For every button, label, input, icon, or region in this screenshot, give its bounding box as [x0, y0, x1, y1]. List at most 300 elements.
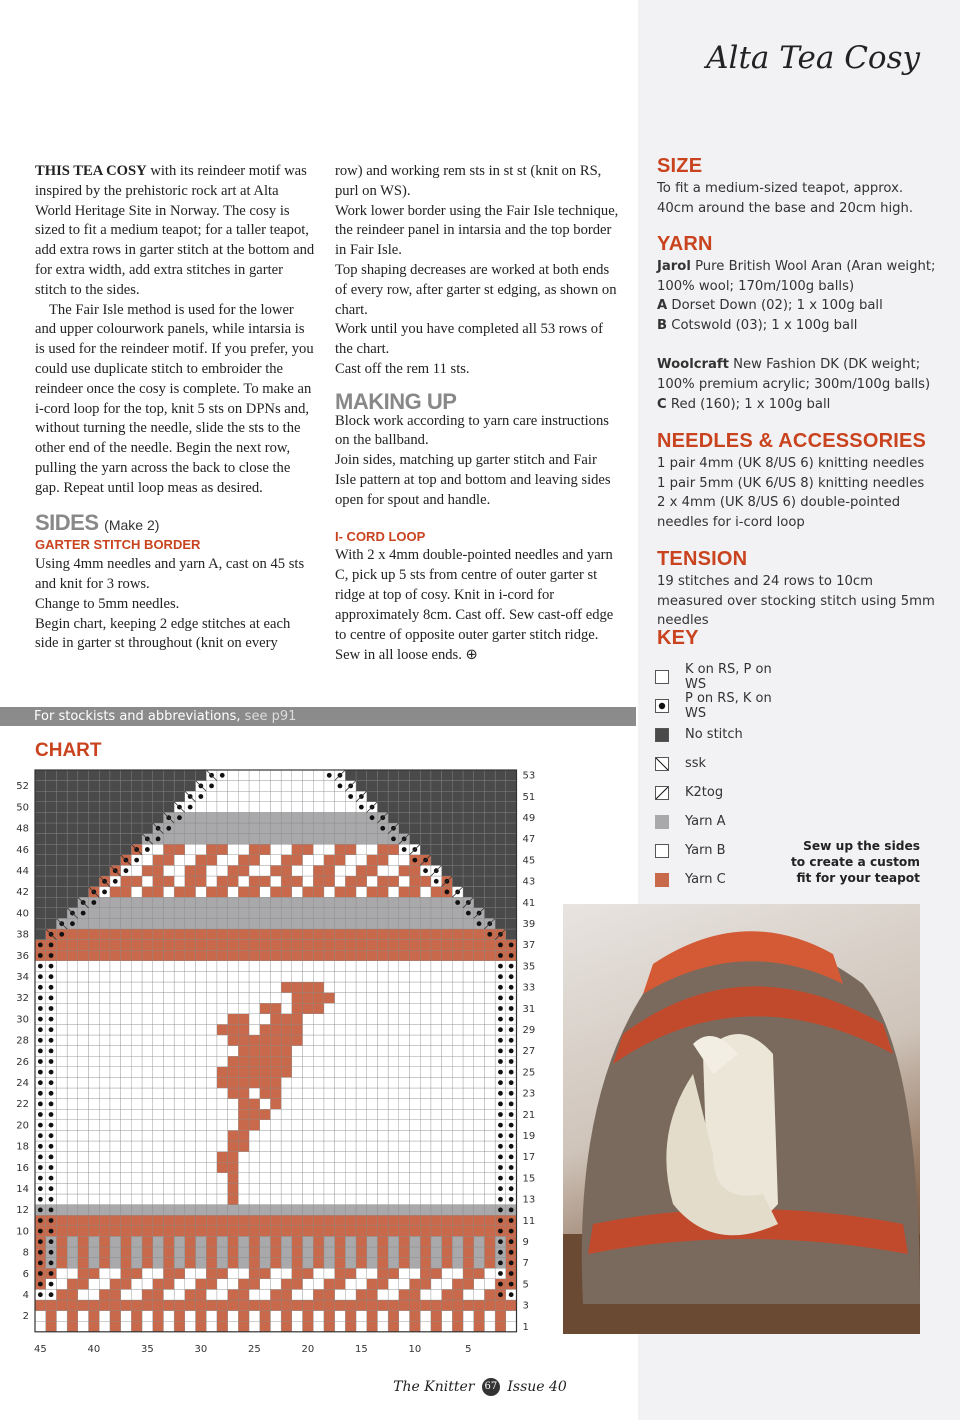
chart-cell	[142, 855, 153, 866]
chart-cell	[281, 1321, 292, 1332]
chart-cell	[196, 897, 207, 908]
chart-cell	[452, 950, 463, 961]
chart-cell	[217, 1056, 228, 1067]
chart-cell	[174, 1215, 185, 1226]
chart-cell	[281, 1194, 292, 1205]
chart-cell	[217, 1247, 228, 1258]
chart-cell	[367, 1014, 378, 1025]
chart-cell	[110, 971, 121, 982]
chart-cell	[399, 1183, 410, 1194]
chart-cell	[217, 1215, 228, 1226]
chart-cell	[292, 897, 303, 908]
chart-cell	[335, 1152, 346, 1163]
chart-cell	[313, 876, 324, 887]
chart-cell	[388, 1194, 399, 1205]
chart-cell	[67, 1258, 78, 1269]
chart-cell	[335, 1279, 346, 1290]
chart-cell	[67, 791, 78, 802]
chart-cell	[420, 1321, 431, 1332]
chart-cell	[89, 1194, 100, 1205]
chart-cell	[324, 876, 335, 887]
chart-cell	[431, 823, 442, 834]
chart-cell	[324, 1130, 335, 1141]
chart-cell	[228, 940, 239, 951]
chart-cell	[345, 1205, 356, 1216]
chart-cell	[420, 844, 431, 855]
chart-cell	[431, 1141, 442, 1152]
purl-dot	[509, 1070, 514, 1075]
chart-cell	[388, 1205, 399, 1216]
chart-cell	[410, 823, 421, 834]
chart-cell	[67, 1120, 78, 1131]
chart-cell	[388, 993, 399, 1004]
chart-cell	[228, 1236, 239, 1247]
chart-cell	[217, 1162, 228, 1173]
row-label: 11	[522, 1215, 536, 1227]
chart-cell	[99, 993, 110, 1004]
chart-cell	[78, 993, 89, 1004]
row-label: 25	[522, 1067, 536, 1079]
chart-cell	[270, 1215, 281, 1226]
chart-cell	[260, 844, 271, 855]
chart-cell	[292, 1205, 303, 1216]
chart-cell	[388, 1109, 399, 1120]
chart-cell	[324, 950, 335, 961]
chart-cell	[174, 1300, 185, 1311]
chart-cell	[249, 1099, 260, 1110]
chart-cell	[196, 802, 207, 813]
chart-cell	[431, 1130, 442, 1141]
chart-cell	[399, 1300, 410, 1311]
chart-cell	[410, 1162, 421, 1173]
chart-cell	[131, 1289, 142, 1300]
purl-dot	[134, 858, 139, 863]
chart-cell	[474, 1183, 485, 1194]
chart-cell	[228, 908, 239, 919]
chart-cell	[78, 1183, 89, 1194]
chart-cell	[399, 1247, 410, 1258]
chart-cell	[431, 1024, 442, 1035]
purl-dot	[49, 1144, 54, 1149]
chart-cell	[131, 1099, 142, 1110]
chart-cell	[281, 1311, 292, 1322]
stockists-link[interactable]: see p91	[244, 709, 297, 724]
chart-cell	[484, 1289, 495, 1300]
row-label: 18	[16, 1141, 29, 1153]
chart-cell	[377, 1099, 388, 1110]
row-label: 30	[16, 1014, 29, 1026]
chart-cell	[495, 887, 506, 898]
purl-dot	[509, 1091, 514, 1096]
chart-cell	[110, 1226, 121, 1237]
chart-cell	[345, 897, 356, 908]
chart-cell	[89, 1268, 100, 1279]
chart-cell	[228, 1268, 239, 1279]
chart-cell	[474, 1120, 485, 1131]
chart-cell	[238, 855, 249, 866]
chart-cell	[377, 1268, 388, 1279]
chart-cell	[281, 855, 292, 866]
chart-cell	[420, 1183, 431, 1194]
chart-cell	[249, 802, 260, 813]
row-label: 8	[22, 1247, 29, 1259]
chart-cell	[228, 971, 239, 982]
key-k-on-rs: K on RS, P on WS	[655, 662, 775, 691]
chart-cell	[420, 1035, 431, 1046]
chart-cell	[185, 1088, 196, 1099]
chart-cell	[356, 1173, 367, 1184]
chart-cell	[163, 1268, 174, 1279]
purl-dot	[498, 1250, 503, 1255]
chart-cell	[388, 940, 399, 951]
chart-cell	[174, 950, 185, 961]
chart-cell	[35, 865, 46, 876]
chart-cell	[356, 1258, 367, 1269]
chart-cell	[356, 1236, 367, 1247]
chart-cell	[153, 1215, 164, 1226]
chart-cell	[249, 993, 260, 1004]
purl-dot	[38, 974, 43, 979]
chart-cell	[452, 855, 463, 866]
chart-cell	[185, 1258, 196, 1269]
chart-cell	[153, 865, 164, 876]
chart-cell	[249, 950, 260, 961]
chart-cell	[495, 918, 506, 929]
chart-cell	[249, 812, 260, 823]
chart-cell	[399, 1311, 410, 1322]
key-k2tog: K2tog	[655, 778, 775, 807]
chart-cell	[131, 876, 142, 887]
chart-cell	[431, 802, 442, 813]
chart-cell	[506, 908, 517, 919]
chart-cell	[281, 1236, 292, 1247]
chart-cell	[463, 1141, 474, 1152]
chart-cell	[131, 1173, 142, 1184]
row-label: 39	[522, 919, 536, 930]
chart-cell	[46, 1300, 57, 1311]
chart-cell	[452, 908, 463, 919]
chart-cell	[270, 1152, 281, 1163]
chart-cell	[206, 1141, 217, 1152]
chart-cell	[228, 929, 239, 940]
chart-cell	[335, 1162, 346, 1173]
chart-cell	[292, 1088, 303, 1099]
chart-cell	[324, 1194, 335, 1205]
chart-cell	[142, 823, 153, 834]
chart-cell	[452, 1194, 463, 1205]
chart-cell	[281, 918, 292, 929]
chart-cell	[463, 855, 474, 866]
chart-cell	[303, 918, 314, 929]
chart-cell	[292, 950, 303, 961]
chart-cell	[78, 961, 89, 972]
chart-cell	[452, 1289, 463, 1300]
chart-cell	[142, 1183, 153, 1194]
chart-cell	[410, 1130, 421, 1141]
chart-cell	[217, 834, 228, 845]
chart-cell	[335, 1268, 346, 1279]
chart-cell	[452, 961, 463, 972]
chart-cell	[196, 844, 207, 855]
chart-cell	[35, 887, 46, 898]
chart-cell	[442, 1067, 453, 1078]
chart-cell	[121, 1183, 132, 1194]
chart-cell	[142, 993, 153, 1004]
chart-cell	[185, 1173, 196, 1184]
chart-cell	[260, 1321, 271, 1332]
chart-cell	[463, 1088, 474, 1099]
purl-dot	[38, 1070, 43, 1075]
chart-cell	[217, 1141, 228, 1152]
chart-cell	[367, 918, 378, 929]
chart-cell	[292, 1046, 303, 1057]
chart-cell	[313, 1247, 324, 1258]
chart-cell	[206, 876, 217, 887]
chart-cell	[153, 897, 164, 908]
purl-dot	[49, 1239, 54, 1244]
chart-cell	[313, 1067, 324, 1078]
chart-cell	[367, 940, 378, 951]
purl-dot	[49, 1102, 54, 1107]
chart-cell	[238, 1183, 249, 1194]
chart-cell	[131, 865, 142, 876]
chart-cell	[292, 1014, 303, 1025]
chart-cell	[89, 993, 100, 1004]
chart-cell	[238, 1141, 249, 1152]
chart-cell	[142, 929, 153, 940]
row-label: 49	[522, 813, 536, 824]
chart-cell	[249, 1003, 260, 1014]
chart-cell	[313, 1099, 324, 1110]
chart-cell	[153, 1226, 164, 1237]
purl-dot	[49, 1080, 54, 1085]
purl-dot	[49, 1186, 54, 1191]
chart-cell	[238, 802, 249, 813]
chart-cell	[324, 812, 335, 823]
chart-cell	[260, 950, 271, 961]
chart-cell	[410, 1141, 421, 1152]
stitch-label: 5	[465, 1343, 472, 1355]
chart-cell	[313, 1173, 324, 1184]
chart-cell	[217, 1099, 228, 1110]
chart-cell	[292, 865, 303, 876]
purl-dot	[327, 773, 332, 778]
chart-cell	[131, 993, 142, 1004]
chart-cell	[35, 876, 46, 887]
chart-cell	[121, 1152, 132, 1163]
chart-cell	[56, 1067, 67, 1078]
chart-cell	[56, 1226, 67, 1237]
chart-cell	[67, 855, 78, 866]
chart-cell	[206, 1046, 217, 1057]
chart-cell	[153, 918, 164, 929]
chart-cell	[410, 1120, 421, 1131]
chart-cell	[89, 908, 100, 919]
chart-cell	[345, 1289, 356, 1300]
chart-cell	[484, 823, 495, 834]
chart-cell	[270, 802, 281, 813]
chart-cell	[67, 1088, 78, 1099]
chart-cell	[270, 950, 281, 961]
chart-cell	[484, 1236, 495, 1247]
chart-cell	[356, 918, 367, 929]
chart-cell	[174, 1024, 185, 1035]
chart-cell	[313, 1120, 324, 1131]
chart-cell	[56, 950, 67, 961]
chart-cell	[67, 865, 78, 876]
yarn-section	[657, 235, 937, 414]
chart-cell	[484, 1024, 495, 1035]
chart-cell	[110, 855, 121, 866]
chart-cell	[474, 1162, 485, 1173]
chart-cell	[356, 897, 367, 908]
chart-cell	[110, 1130, 121, 1141]
chart-cell	[442, 929, 453, 940]
chart-cell	[303, 1109, 314, 1120]
chart-cell	[474, 823, 485, 834]
purl-dot	[498, 1208, 503, 1213]
chart-cell	[463, 1279, 474, 1290]
chart-cell	[399, 1236, 410, 1247]
chart-cell	[399, 1088, 410, 1099]
chart-cell	[206, 897, 217, 908]
footer-issue: Issue 40	[507, 1379, 567, 1395]
chart-cell	[420, 993, 431, 1004]
purl-dot	[498, 1091, 503, 1096]
purl-dot	[38, 985, 43, 990]
chart-cell	[442, 770, 453, 781]
chart-cell	[121, 1003, 132, 1014]
chart-cell	[270, 1130, 281, 1141]
chart-cell	[99, 1067, 110, 1078]
chart-cell	[163, 1067, 174, 1078]
chart-cell	[367, 1215, 378, 1226]
chart-cell	[292, 1289, 303, 1300]
chart-cell	[228, 823, 239, 834]
chart-cell	[99, 1321, 110, 1332]
chart-cell	[163, 1035, 174, 1046]
purl-dot	[509, 1123, 514, 1128]
chart-cell	[474, 1067, 485, 1078]
chart-cell	[506, 887, 517, 898]
chart-cell	[388, 1183, 399, 1194]
chart-cell	[89, 876, 100, 887]
chart-cell	[410, 1067, 421, 1078]
purl-dot	[498, 1239, 503, 1244]
chart-cell	[260, 791, 271, 802]
purl-dot	[509, 985, 514, 990]
chart-cell	[260, 1183, 271, 1194]
chart-cell	[399, 1289, 410, 1300]
chart-cell	[474, 993, 485, 1004]
purl-dot	[498, 1165, 503, 1170]
chart-cell	[281, 1120, 292, 1131]
chart-cell	[292, 1067, 303, 1078]
chart-cell	[388, 1321, 399, 1332]
chart-cell	[196, 887, 207, 898]
chart-cell	[56, 1173, 67, 1184]
purl-dot	[498, 1017, 503, 1022]
chart-cell	[324, 1152, 335, 1163]
purl-dot	[509, 1080, 514, 1085]
chart-cell	[484, 876, 495, 887]
chart-cell	[131, 1077, 142, 1088]
chart-cell	[196, 823, 207, 834]
chart-cell	[249, 1268, 260, 1279]
chart-cell	[260, 1258, 271, 1269]
sides-heading: SIDES (Make 2)	[35, 509, 160, 535]
chart-cell	[99, 1173, 110, 1184]
chart-cell	[238, 1014, 249, 1025]
chart-cell	[442, 1141, 453, 1152]
chart-cell	[345, 1247, 356, 1258]
chart-cell	[217, 1194, 228, 1205]
chart-cell	[442, 1194, 453, 1205]
chart-cell	[410, 929, 421, 940]
purl-dot	[38, 1165, 43, 1170]
purl-dot	[49, 1006, 54, 1011]
chart-cell	[185, 1226, 196, 1237]
chart-cell	[484, 887, 495, 898]
chart-cell	[399, 1226, 410, 1237]
chart-cell	[238, 1003, 249, 1014]
chart-cell	[313, 961, 324, 972]
icord-heading: I- CORD LOOP	[335, 528, 426, 544]
chart-cell	[131, 1130, 142, 1141]
chart-cell	[463, 1300, 474, 1311]
chart-cell	[142, 1268, 153, 1279]
chart-cell	[249, 865, 260, 876]
chart-cell	[452, 1130, 463, 1141]
chart-cell	[78, 770, 89, 781]
chart-cell	[474, 1035, 485, 1046]
row-label: 41	[522, 897, 536, 909]
purl-dot	[498, 1133, 503, 1138]
chart-cell	[196, 1321, 207, 1332]
chart-cell	[324, 1258, 335, 1269]
chart-cell	[463, 961, 474, 972]
purl-dot	[509, 1197, 514, 1202]
chart-cell	[442, 982, 453, 993]
chart-cell	[206, 1258, 217, 1269]
chart-cell	[442, 993, 453, 1004]
yarn-woolcraft: Woolcraft New Fashion DK (DK weight; 100% premium acrylic; 300m/100g balls)	[657, 356, 931, 392]
chart-cell	[89, 1024, 100, 1035]
chart-cell	[474, 887, 485, 898]
chart-cell	[420, 770, 431, 781]
col2-text-5: Cast off the rem 11 sts.	[335, 360, 470, 377]
chart-cell	[377, 1173, 388, 1184]
purl-dot	[38, 1144, 43, 1149]
chart-cell	[217, 781, 228, 792]
chart-cell	[345, 1003, 356, 1014]
chart-cell	[463, 1226, 474, 1237]
chart-cell	[377, 1226, 388, 1237]
chart-cell	[35, 918, 46, 929]
chart-cell	[238, 1120, 249, 1131]
chart-cell	[463, 802, 474, 813]
chart-cell	[217, 823, 228, 834]
chart-cell	[56, 855, 67, 866]
chart-cell	[99, 1268, 110, 1279]
chart-cell	[303, 770, 314, 781]
row-label: 47	[522, 834, 536, 846]
chart-cell	[431, 855, 442, 866]
chart-cell	[367, 897, 378, 908]
chart-cell	[131, 1258, 142, 1269]
chart-cell	[249, 1247, 260, 1258]
chart-cell	[270, 897, 281, 908]
